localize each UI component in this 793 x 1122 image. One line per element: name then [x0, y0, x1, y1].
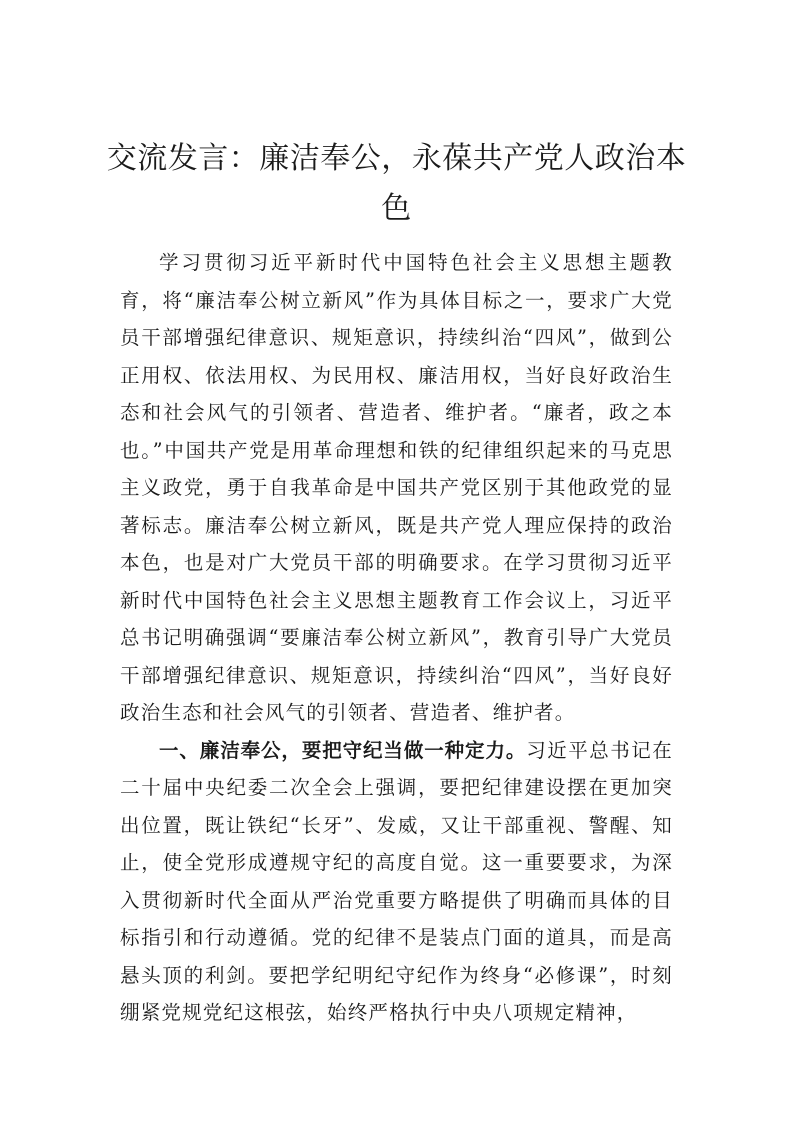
paragraph-section-1	[120, 732, 673, 1032]
paragraph-text: 学习贯彻习近平新时代中国特色社会主义思想主题教育，将“廉洁奉公树立新风”作为具体目标之一，要求广大党员干部增强纪律意识、规矩意识，持续纠治“四风”，做到公正用权、依法用权、为民用权、廉洁用权，当好良好政治生态和社会风气的引领者、营造者、维护者。“廉者，政之本也。”中国共产党是用革命理想和铁的纪律组织起来的马克思主义政党，勇于自我革命是中国共产党区别于其他政党的显著标志。廉洁奉公树立新风，既是共产党人理应保持的政治本色，也是对广大党员干部的明确要求。在学习贯彻习近平新时代中国特色社会主义思想主题教育工作会议上，习近平总书记明确强调“要廉洁奉公树立新风”，教育引导广大党员干部增强纪律意识、规矩意识，持续纠治“四风”，当好良好政治生态和社会风气的引领者、营造者、维护者。	[120, 251, 673, 724]
paragraph-text: 习近平总书记在二十届中央纪委二次全会上强调，要把纪律建设摆在更加突出位置，既让铁纪“长牙”、发威，又让干部重视、警醒、知止，使全党形成遵规守纪的高度自觉。这一重要要求，为深入贯彻新时代全面从严治党重要方略提供了明确而具体的目标指引和行动遵循。党的纪律不是装点门面的道具，而是高悬头顶的利剑。要把学纪明纪守纪作为终身“必修课”，时刻绷紧党规党纪这根弦，始终严格执行中央八项规定精神，	[120, 738, 673, 1024]
paragraph-intro	[120, 244, 673, 732]
section-heading: 一、廉洁奉公，要把守纪当做一种定力。	[159, 738, 527, 762]
document-body	[120, 244, 673, 1032]
document-title: 交流发言：廉洁奉公，永葆共产党人政治本色	[106, 141, 687, 226]
